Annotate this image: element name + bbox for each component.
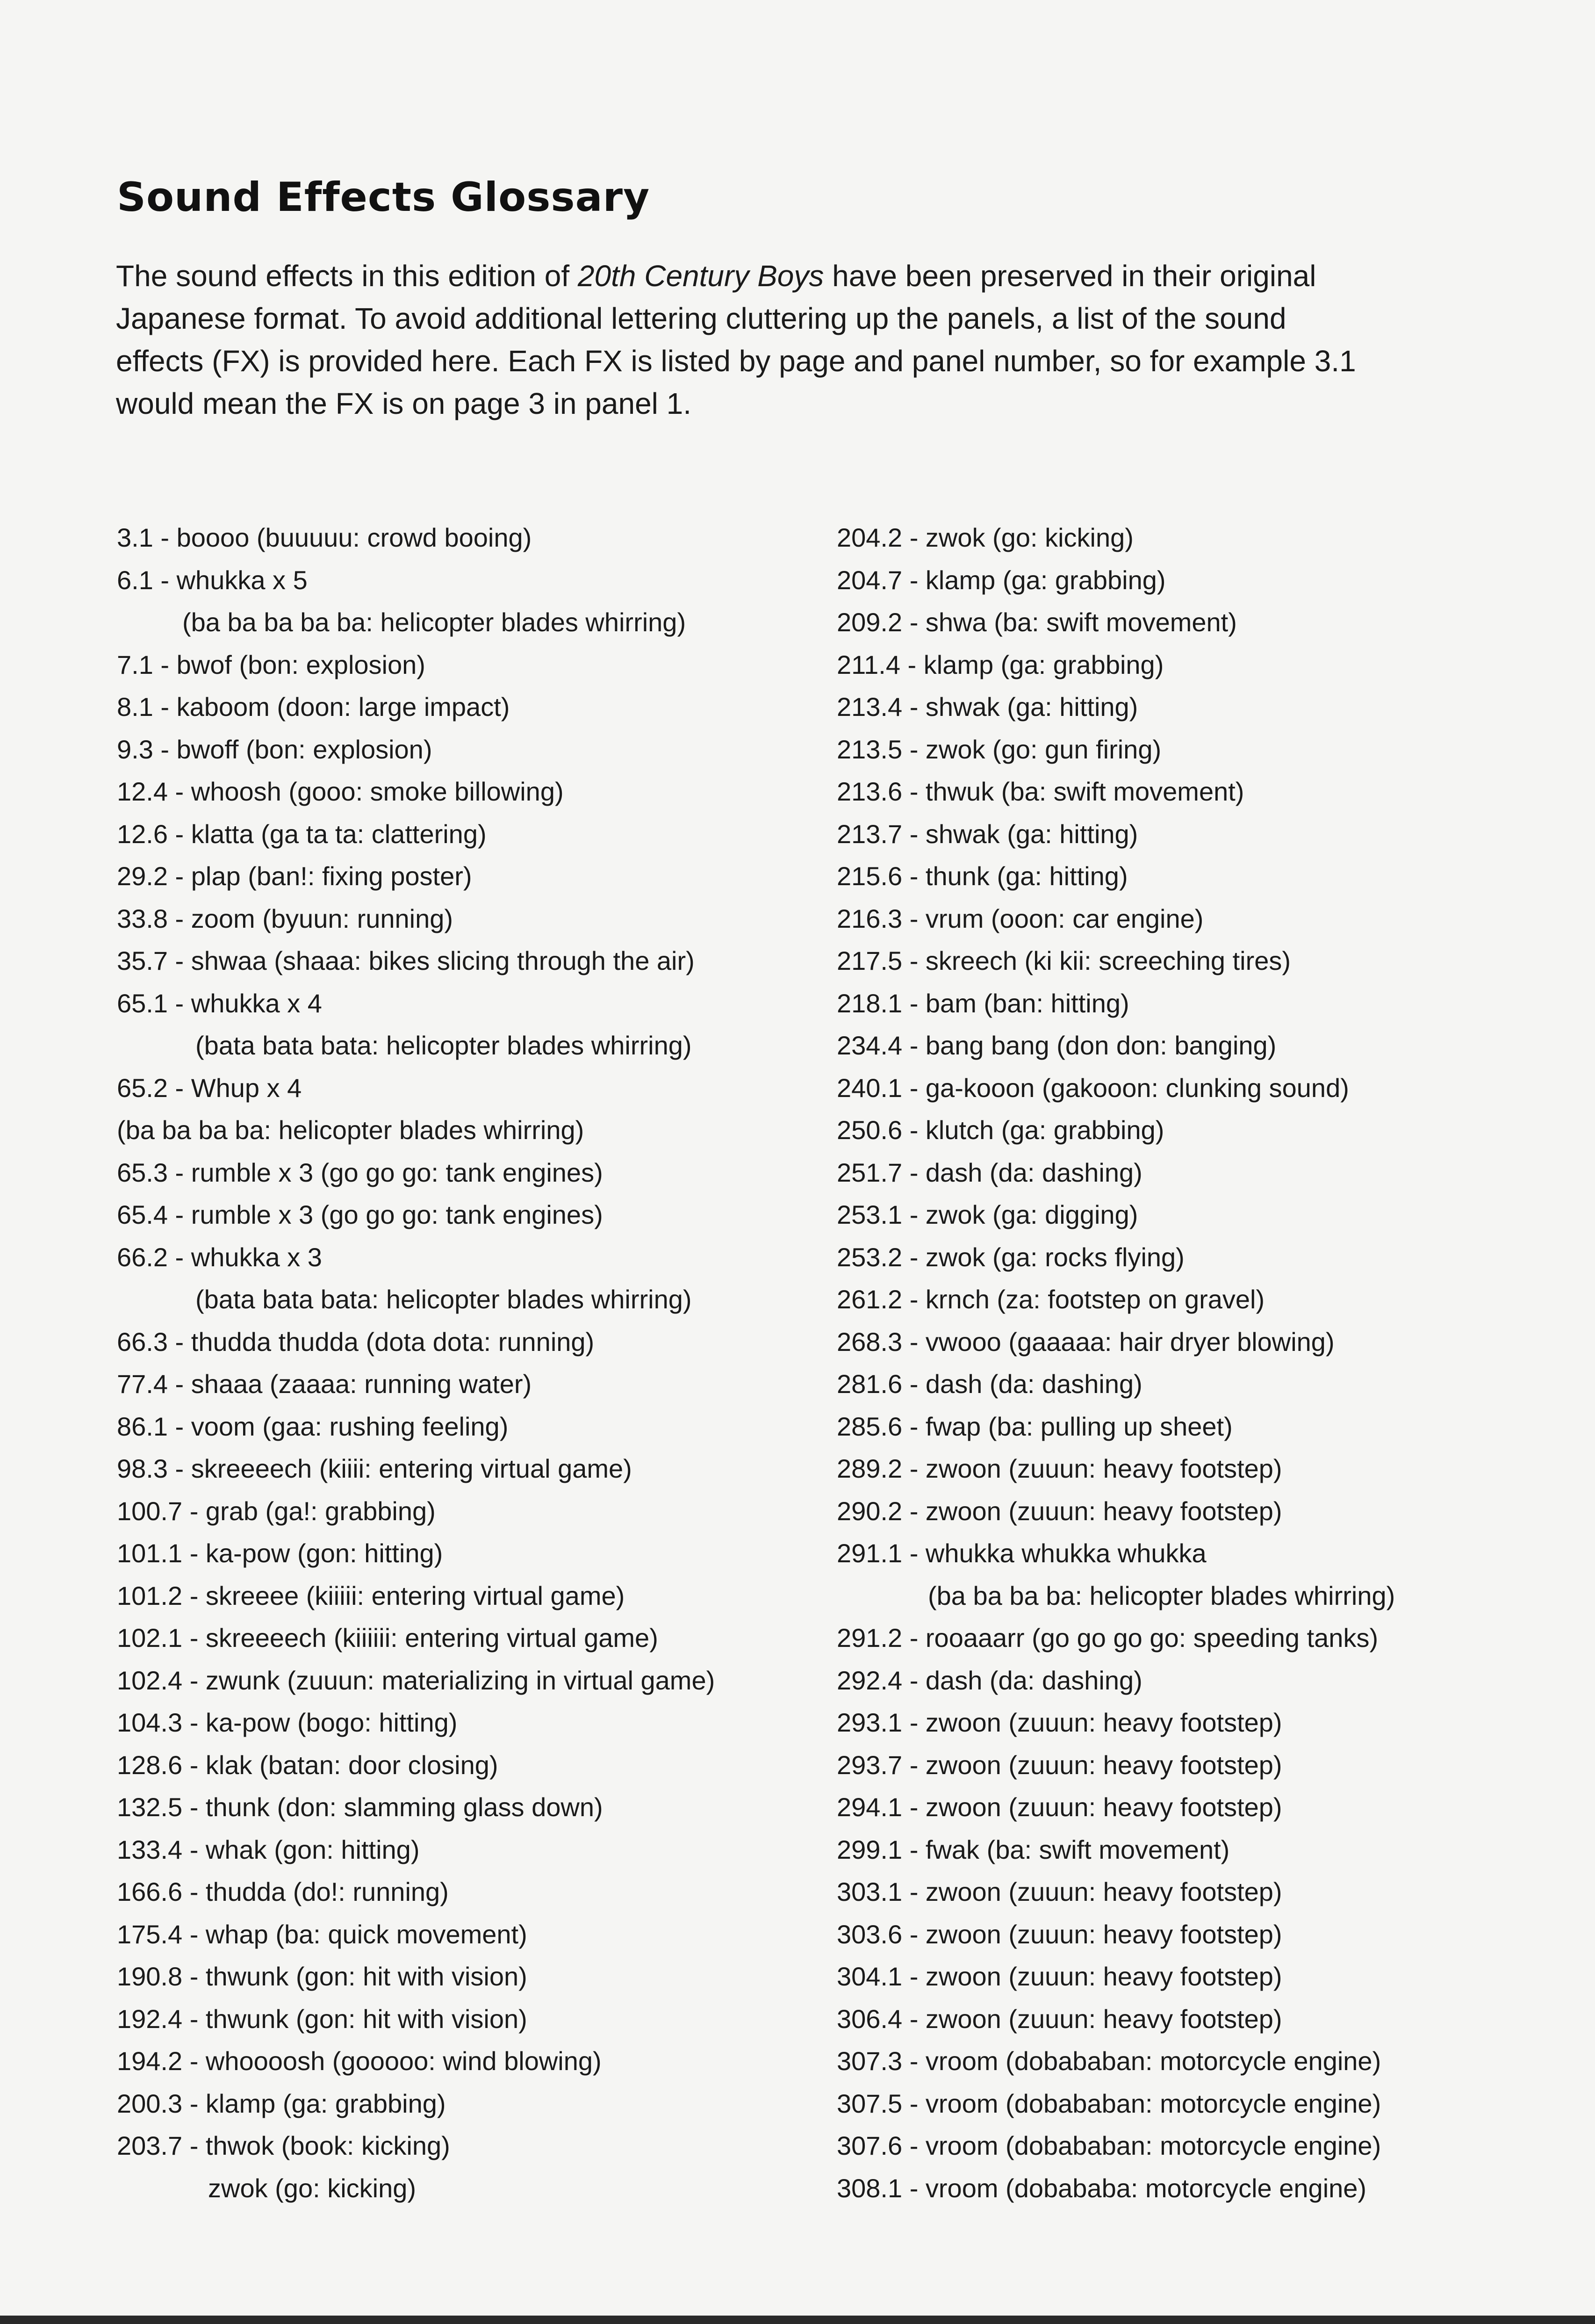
glossary-right-column — [837, 517, 1395, 2209]
glossary-entry: 285.6 - fwap (ba: pulling up sheet) — [837, 1411, 1233, 1441]
glossary-entry: 299.1 - fwak (ba: swift movement) — [837, 1834, 1230, 1864]
glossary-entry: 308.1 - vroom (dobababa: motorcycle engine) — [837, 2173, 1367, 2203]
glossary-entry: 190.8 - thwunk (gon: hit with vision) — [117, 1962, 527, 1991]
glossary-entry: 289.2 - zwoon (zuuun: heavy footstep) — [837, 1454, 1282, 1483]
glossary-entry: 133.4 - whak (gon: hitting) — [117, 1834, 420, 1864]
glossary-entry: 213.6 - thwuk (ba: swift movement) — [837, 777, 1244, 806]
glossary-entry: 101.2 - skreeee (kiiiii: entering virtual game) — [117, 1581, 625, 1610]
glossary-entry: 209.2 - shwa (ba: swift movement) — [837, 607, 1237, 637]
glossary-entry-continuation: zwok (go: kicking) — [208, 2173, 417, 2203]
glossary-entry: 77.4 - shaaa (zaaaa: running water) — [117, 1369, 532, 1399]
glossary-entry: 293.7 - zwoon (zuuun: heavy footstep) — [837, 1750, 1282, 1780]
glossary-entry: 12.6 - klatta (ga ta ta: clattering) — [117, 819, 487, 849]
glossary-entry: 65.4 - rumble x 3 (go go go: tank engines) — [117, 1200, 603, 1229]
glossary-entry: 215.6 - thunk (ga: hitting) — [837, 861, 1128, 891]
page-bottom-edge — [0, 2316, 1595, 2324]
glossary-entry-continuation: (bata bata bata: helicopter blades whirring) — [195, 1285, 692, 1314]
glossary-entry: 192.4 - thwunk (gon: hit with vision) — [117, 2004, 527, 2034]
glossary-entry: 128.6 - klak (batan: door closing) — [117, 1750, 498, 1780]
glossary-entry: 194.2 - whoooosh (gooooo: wind blowing) — [117, 2046, 602, 2076]
glossary-entry: 6.1 - whukka x 5 — [117, 565, 308, 595]
glossary-entry: 101.1 - ka-pow (gon: hitting) — [117, 1538, 443, 1568]
glossary-entry: 132.5 - thunk (don: slamming glass down) — [117, 1792, 603, 1822]
glossary-entry-continuation: (ba ba ba ba: helicopter blades whirring) — [117, 1115, 584, 1145]
glossary-entry: 213.7 - shwak (ga: hitting) — [837, 819, 1138, 849]
glossary-entry: 65.2 - Whup x 4 — [117, 1073, 302, 1103]
glossary-entry: 253.1 - zwok (ga: digging) — [837, 1200, 1138, 1229]
glossary-entry: 234.4 - bang bang (don don: banging) — [837, 1031, 1277, 1060]
glossary-entry: 204.7 - klamp (ga: grabbing) — [837, 565, 1166, 595]
glossary-entry: 100.7 - grab (ga!: grabbing) — [117, 1496, 436, 1526]
glossary-entry: 200.3 - klamp (ga: grabbing) — [117, 2088, 446, 2118]
glossary-entry: 304.1 - zwoon (zuuun: heavy footstep) — [837, 1962, 1282, 1991]
glossary-entry: 216.3 - vrum (ooon: car engine) — [837, 903, 1204, 933]
intro-text-after: have been preserved in their original Japanese format. To avoid additional lettering cluttering up the panels, a list of the sound effects (FX) is provided here. Each FX is listed by page and panel number, so for example 3.1 would mean the FX is on page 3 in panel 1. — [116, 259, 1356, 420]
glossary-entry: 307.5 - vroom (dobababan: motorcycle engine) — [837, 2088, 1381, 2118]
glossary-entry: 204.2 - zwok (go: kicking) — [837, 523, 1134, 552]
glossary-entry: 213.4 - shwak (ga: hitting) — [837, 692, 1138, 722]
glossary-entry: 281.6 - dash (da: dashing) — [837, 1369, 1142, 1399]
glossary-entry: 217.5 - skreech (ki kii: screeching tires) — [837, 946, 1291, 975]
intro-paragraph — [116, 255, 1378, 425]
glossary-entry: 291.1 - whukka whukka whukka — [837, 1538, 1207, 1568]
glossary-entry: 261.2 - krnch (za: footstep on gravel) — [837, 1285, 1265, 1314]
glossary-entry: 306.4 - zwoon (zuuun: heavy footstep) — [837, 2004, 1282, 2034]
glossary-entry: 213.5 - zwok (go: gun firing) — [837, 734, 1162, 764]
glossary-entry: 303.6 - zwoon (zuuun: heavy footstep) — [837, 1919, 1282, 1949]
glossary-entry: 98.3 - skreeeech (kiiii: entering virtual game) — [117, 1454, 632, 1483]
glossary-entry-continuation: (ba ba ba ba: helicopter blades whirring) — [928, 1581, 1395, 1610]
glossary-entry: 9.3 - bwoff (bon: explosion) — [117, 734, 432, 764]
glossary-entry: 8.1 - kaboom (doon: large impact) — [117, 692, 510, 722]
glossary-entry-continuation: (ba ba ba ba ba: helicopter blades whirring) — [182, 607, 686, 637]
glossary-entry: 33.8 - zoom (byuun: running) — [117, 903, 453, 933]
glossary-entry: 268.3 - vwooo (gaaaaa: hair dryer blowing) — [837, 1327, 1335, 1357]
book-title: 20th Century Boys — [577, 259, 824, 293]
glossary-entry: 250.6 - klutch (ga: grabbing) — [837, 1115, 1164, 1145]
glossary-entry: 303.1 - zwoon (zuuun: heavy footstep) — [837, 1877, 1282, 1906]
glossary-entry: 66.2 - whukka x 3 — [117, 1242, 322, 1272]
glossary-entry: 66.3 - thudda thudda (dota dota: running) — [117, 1327, 595, 1357]
glossary-entry: 29.2 - plap (ban!: fixing poster) — [117, 861, 472, 891]
glossary-entry: 65.1 - whukka x 4 — [117, 988, 322, 1018]
glossary-entry: 292.4 - dash (da: dashing) — [837, 1665, 1142, 1695]
glossary-entry: 166.6 - thudda (do!: running) — [117, 1877, 449, 1906]
glossary-entry: 86.1 - voom (gaa: rushing feeling) — [117, 1411, 509, 1441]
glossary-entry: 12.4 - whoosh (gooo: smoke billowing) — [117, 777, 564, 806]
glossary-entry: 175.4 - whap (ba: quick movement) — [117, 1919, 527, 1949]
intro-text-before: The sound effects in this edition of — [116, 259, 578, 293]
glossary-entry: 102.4 - zwunk (zuuun: materializing in virtual game) — [117, 1665, 715, 1695]
glossary-entry: 291.2 - rooaaarr (go go go go: speeding tanks) — [837, 1623, 1379, 1653]
glossary-entry: 307.3 - vroom (dobababan: motorcycle engine) — [837, 2046, 1381, 2076]
glossary-entry: 35.7 - shwaa (shaaa: bikes slicing through the air) — [117, 946, 695, 975]
glossary-entry: 218.1 - bam (ban: hitting) — [837, 988, 1129, 1018]
glossary-entry: 65.3 - rumble x 3 (go go go: tank engines) — [117, 1157, 603, 1187]
glossary-entry: 211.4 - klamp (ga: grabbing) — [837, 650, 1164, 679]
glossary-entry: 307.6 - vroom (dobababan: motorcycle engine) — [837, 2131, 1381, 2160]
glossary-entry: 253.2 - zwok (ga: rocks flying) — [837, 1242, 1185, 1272]
glossary-entry-continuation: (bata bata bata: helicopter blades whirring) — [195, 1031, 692, 1060]
glossary-entry: 240.1 - ga-kooon (gakooon: clunking sound) — [837, 1073, 1349, 1103]
glossary-entry: 7.1 - bwof (bon: explosion) — [117, 650, 425, 679]
glossary-entry: 294.1 - zwoon (zuuun: heavy footstep) — [837, 1792, 1282, 1822]
glossary-entry: 203.7 - thwok (book: kicking) — [117, 2131, 450, 2160]
glossary-entry: 251.7 - dash (da: dashing) — [837, 1157, 1142, 1187]
glossary-left-column — [117, 517, 715, 2209]
glossary-entry: 290.2 - zwoon (zuuun: heavy footstep) — [837, 1496, 1282, 1526]
glossary-entry: 102.1 - skreeeech (kiiiiii: entering virtual game) — [117, 1623, 658, 1653]
page-title: Sound Effects Glossary — [117, 174, 650, 221]
glossary-entry: 3.1 - boooo (buuuuu: crowd booing) — [117, 523, 532, 552]
glossary-entry: 293.1 - zwoon (zuuun: heavy footstep) — [837, 1708, 1282, 1737]
glossary-entry: 104.3 - ka-pow (bogo: hitting) — [117, 1708, 458, 1737]
